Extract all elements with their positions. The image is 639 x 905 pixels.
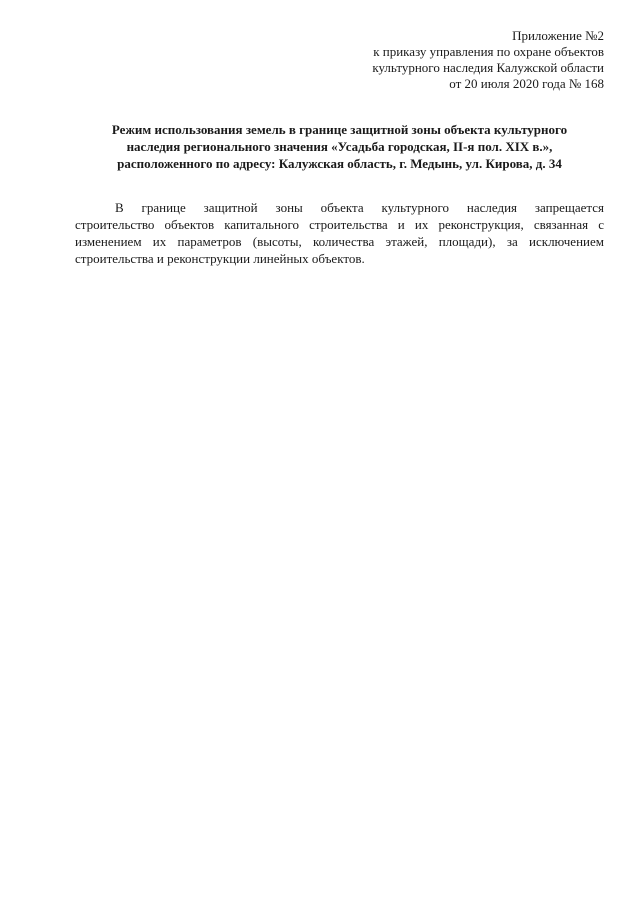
paragraph-line: строительства и реконструкции линейных объектов. <box>75 251 365 266</box>
title-line: наследия регионального значения «Усадьба городская, II-я пол. XIX в.», <box>126 139 553 154</box>
paragraph-line: строительство объектов капитального строительства и их реконструкция, связанная с <box>75 217 604 232</box>
title-line: расположенного по адресу: Калужская область, г. Медынь, ул. Кирова, д. 34 <box>117 156 562 171</box>
document-title <box>75 121 604 172</box>
paragraph-line: В границе защитной зоны объекта культурного наследия запрещается <box>115 200 604 215</box>
appendix-authority-line: культурного наследия Калужской области <box>372 60 604 75</box>
title-line: Режим использования земель в границе защитной зоны объекта культурного <box>111 122 568 137</box>
paragraph-line: изменением их параметров (высоты, количества этажей, площади), за исключением <box>75 234 604 249</box>
body-paragraph <box>75 199 604 267</box>
appendix-reference-line: к приказу управления по охране объектов <box>373 44 604 59</box>
appendix-date-line: от 20 июля 2020 года № 168 <box>449 76 604 91</box>
appendix-header <box>372 28 604 92</box>
appendix-number: Приложение №2 <box>512 28 604 43</box>
